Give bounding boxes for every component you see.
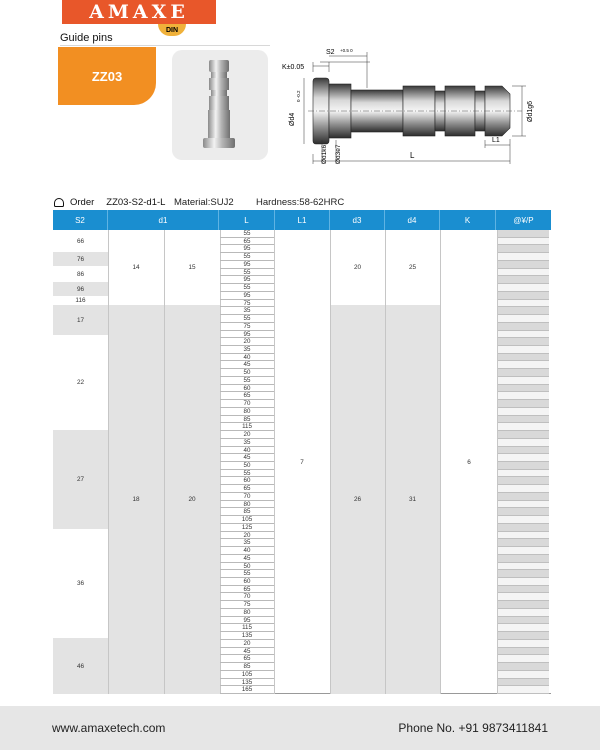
l-value-cell: 35 — [220, 539, 274, 547]
d4-cell-b: 31 — [385, 305, 440, 694]
svg-text:S2: S2 — [326, 49, 335, 56]
price-cell — [498, 416, 549, 424]
price-cell — [498, 640, 549, 648]
price-cell — [498, 245, 549, 253]
price-cell — [498, 400, 549, 408]
order-label: Order — [70, 197, 95, 208]
l-value-cell: 60 — [220, 477, 274, 485]
l-value-cell: 95 — [220, 245, 274, 253]
col-header-price: @¥/P — [513, 215, 534, 225]
section-title: Guide pins — [60, 32, 113, 44]
d3-cell-b: 26 — [330, 305, 385, 694]
l-value-cell: 95 — [220, 261, 274, 269]
price-cell — [498, 423, 549, 431]
svg-text:Ød1g6: Ød1g6 — [527, 100, 534, 122]
l-value-cell: 35 — [220, 346, 274, 354]
s2-cell: 22 — [76, 379, 85, 386]
l-value-cell: 75 — [220, 323, 274, 331]
l-value-cell: 70 — [220, 493, 274, 501]
price-cell — [498, 686, 549, 694]
l-value-cell: 65 — [220, 586, 274, 594]
l-value-cell: 85 — [220, 663, 274, 671]
l-value-cell: 75 — [220, 300, 274, 308]
price-cell — [498, 439, 549, 447]
brand-logo: AMAXE — [62, 0, 216, 24]
k-cell: 6 — [467, 458, 471, 466]
col-header-l: L — [219, 210, 275, 230]
s2-cell: 36 — [76, 580, 85, 587]
s2-cell: 46 — [53, 638, 108, 694]
price-cell — [498, 331, 549, 339]
svg-text:0 -0.2: 0 -0.2 — [296, 90, 301, 102]
l-value-cell: 80 — [220, 501, 274, 509]
l-value-cell: 40 — [220, 354, 274, 362]
price-cell — [498, 470, 549, 478]
col-header-d4: d4 — [385, 210, 440, 230]
d1-cell-b1: 18 — [108, 305, 164, 694]
col-header-k: K — [440, 210, 496, 230]
l-value-cell: 105 — [220, 671, 274, 679]
l-value-cell: 95 — [220, 292, 274, 300]
price-cell — [498, 609, 549, 617]
price-cell — [498, 578, 549, 586]
l-value-cell: 65 — [220, 485, 274, 493]
price-cell — [498, 261, 549, 269]
l-value-cell: 55 — [220, 377, 274, 385]
material: Material:SUJ2 — [174, 197, 234, 208]
price-cell — [498, 431, 549, 439]
l-value-cell: 165 — [220, 686, 274, 694]
price-cell — [498, 276, 549, 284]
l-value-cell: 65 — [220, 392, 274, 400]
price-cell — [498, 624, 549, 632]
l-value-cell: 85 — [220, 416, 274, 424]
price-cell — [498, 593, 549, 601]
price-cell — [498, 369, 549, 377]
spec-table — [53, 210, 551, 694]
l-value-cell: 105 — [220, 516, 274, 524]
s2-cell: 76 — [53, 252, 108, 266]
price-cell — [498, 655, 549, 663]
s2-cell: 116 — [75, 297, 86, 304]
price-cell — [498, 230, 549, 238]
col-header-s2: S2 — [53, 210, 108, 230]
price-cell — [498, 323, 549, 331]
l-value-cell: 45 — [220, 361, 274, 369]
price-cell — [498, 292, 549, 300]
website-link[interactable]: www.amaxetech.com — [52, 721, 166, 735]
l-value-cell: 70 — [220, 593, 274, 601]
l-value-cell: 55 — [220, 269, 274, 277]
price-cell — [498, 547, 549, 555]
l-value-cell: 65 — [220, 655, 274, 663]
price-cell — [498, 617, 549, 625]
s2-cell: 27 — [53, 430, 108, 529]
header-divider — [60, 45, 270, 46]
price-cell — [498, 679, 549, 687]
l-value-cell: 50 — [220, 369, 274, 377]
col-header-l1: L1 — [275, 210, 330, 230]
price-cell — [498, 586, 549, 594]
din-badge: DIN — [158, 24, 186, 36]
svg-text:L: L — [410, 151, 415, 160]
d1-cell-a1: 14 — [132, 264, 140, 271]
svg-text:K±0.05: K±0.05 — [282, 64, 305, 71]
l-value-cell: 35 — [220, 439, 274, 447]
l-value-cell: 55 — [220, 230, 274, 238]
price-cell — [498, 454, 549, 462]
price-cell — [498, 563, 549, 571]
price-cell — [498, 524, 549, 532]
l-value-cell: 115 — [220, 423, 274, 431]
svg-text:Ød3e7: Ød3e7 — [335, 144, 342, 164]
l-value-cell: 55 — [220, 253, 274, 261]
price-cell — [498, 532, 549, 540]
s2-cell: 17 — [53, 305, 108, 335]
l1-cell: 7 — [300, 458, 304, 466]
order-code: ZZ03-S2-d1-L — [106, 197, 166, 208]
l-value-cell: 35 — [220, 307, 274, 315]
price-cell — [498, 508, 549, 516]
price-cell — [498, 663, 549, 671]
l-value-cell: 20 — [220, 532, 274, 540]
footer — [0, 706, 600, 750]
l-value-cell: 65 — [220, 238, 274, 246]
hardness: Hardness:58-62HRC — [256, 197, 345, 208]
technical-drawing — [280, 44, 550, 169]
price-cell — [498, 284, 549, 292]
price-cell — [498, 477, 549, 485]
price-cell — [498, 601, 549, 609]
l-value-cell: 40 — [220, 547, 274, 555]
l-value-cell: 135 — [220, 632, 274, 640]
l-value-cell: 95 — [220, 276, 274, 284]
guide-pin-photo-icon — [172, 50, 268, 160]
price-cell — [498, 570, 549, 578]
l-value-cell: 80 — [220, 408, 274, 416]
s2-cell: 66 — [76, 237, 85, 245]
price-cell — [498, 648, 549, 656]
s2-cell: 96 — [53, 282, 108, 296]
svg-text:+0.5 0: +0.5 0 — [340, 48, 353, 53]
d1-cell-b2: 20 — [164, 305, 220, 694]
svg-text:Ød1k6: Ød1k6 — [321, 144, 328, 164]
l-value-cell: 45 — [220, 454, 274, 462]
price-cell — [498, 671, 549, 679]
l-value-cell: 75 — [220, 601, 274, 609]
price-cell — [498, 539, 549, 547]
l-value-cell: 125 — [220, 524, 274, 532]
col-header-d1: d1 — [108, 210, 219, 230]
l-value-cell: 60 — [220, 578, 274, 586]
d4-cell-a: 25 — [408, 264, 417, 271]
svg-text:L1: L1 — [492, 137, 500, 144]
l-value-cell: 80 — [220, 609, 274, 617]
l-value-cell: 135 — [220, 679, 274, 687]
price-cell — [498, 392, 549, 400]
price-cell — [498, 338, 549, 346]
l-value-cell: 115 — [220, 624, 274, 632]
l-value-cell: 20 — [220, 431, 274, 439]
table-body — [53, 230, 551, 694]
price-cell — [498, 555, 549, 563]
l-value-cell: 55 — [220, 470, 274, 478]
price-cell — [498, 253, 549, 261]
price-cell — [498, 485, 549, 493]
l-value-cell: 55 — [220, 570, 274, 578]
phone-number: Phone No. +91 9873411841 — [398, 721, 548, 735]
l-value-cell: 45 — [220, 648, 274, 656]
price-cell — [498, 377, 549, 385]
l-value-cell: 70 — [220, 400, 274, 408]
l-value-cell: 50 — [220, 563, 274, 571]
svg-text:Ød4: Ød4 — [289, 112, 296, 126]
l-value-cell: 95 — [220, 331, 274, 339]
l-value-cell: 60 — [220, 385, 274, 393]
phone-icon — [54, 198, 64, 207]
s2-cell: 86 — [76, 270, 85, 278]
d3-cell-a: 20 — [353, 264, 362, 271]
col-header-d3: d3 — [330, 210, 385, 230]
price-cell — [498, 447, 549, 455]
price-cell — [498, 361, 549, 369]
price-cell — [498, 269, 549, 277]
product-photo — [172, 50, 268, 160]
product-code-tab: ZZ03 — [58, 47, 156, 105]
l-value-cell: 85 — [220, 508, 274, 516]
l-value-cell: 20 — [220, 338, 274, 346]
price-cell — [498, 346, 549, 354]
price-cell — [498, 315, 549, 323]
l-value-cell: 45 — [220, 555, 274, 563]
l-value-cell: 50 — [220, 462, 274, 470]
price-cell — [498, 354, 549, 362]
table-header — [53, 210, 551, 230]
price-cell — [498, 408, 549, 416]
l-value-cell: 55 — [220, 284, 274, 292]
price-cell — [498, 632, 549, 640]
price-cell — [498, 300, 549, 308]
l-value-cell: 95 — [220, 617, 274, 625]
price-cell — [498, 493, 549, 501]
l-value-cell: 40 — [220, 447, 274, 455]
d1-cell-a2: 15 — [188, 264, 196, 271]
price-cell — [498, 307, 549, 315]
l-value-cell: 55 — [220, 315, 274, 323]
l-value-cell: 20 — [220, 640, 274, 648]
price-cell — [498, 238, 549, 246]
order-line — [54, 197, 165, 208]
price-cell — [498, 516, 549, 524]
price-cell — [498, 385, 549, 393]
price-cell — [498, 462, 549, 470]
price-cell — [498, 501, 549, 509]
